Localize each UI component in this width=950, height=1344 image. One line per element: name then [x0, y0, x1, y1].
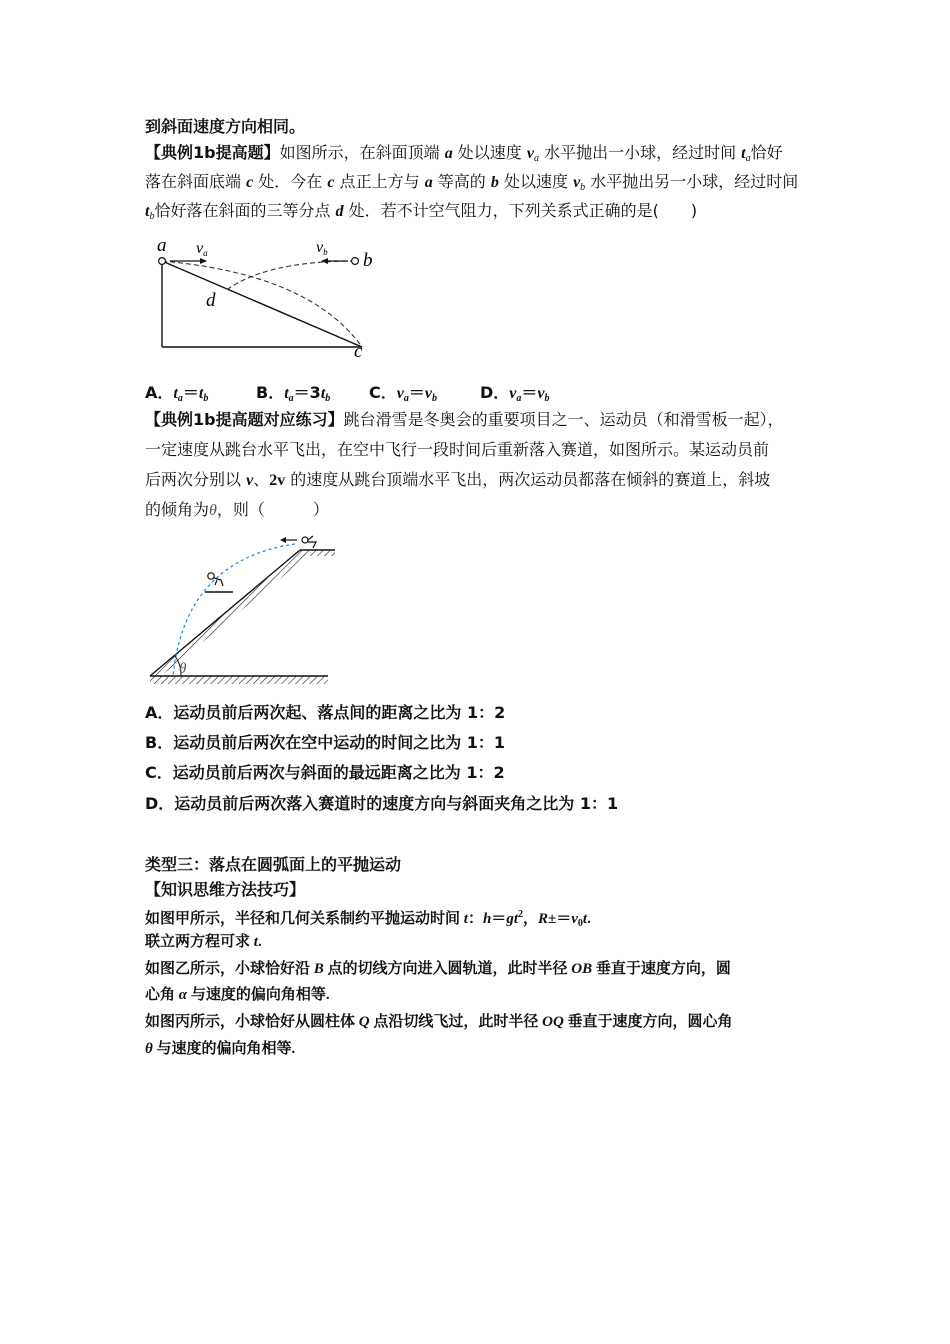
ex2-tag: 【典例1b提高题对应练习】: [145, 410, 344, 429]
ex2-option-b[interactable]: B．运动员前后两次在空中运动的时间之比为 1：1: [145, 733, 506, 752]
ex2-option-d[interactable]: D．运动员前后两次落入赛道时的速度方向与斜面夹角之比为 1：1: [145, 794, 619, 813]
ex2-line-2: 一定速度从跳台水平飞出，在空中飞行一段时间后重新落入赛道，如图所示。某运动员前: [145, 440, 770, 459]
label-b: b: [363, 250, 373, 271]
label-d: d: [206, 290, 216, 311]
ex2-line-1: 【典例1b提高题对应练习】跳台滑雪是冬奥会的重要项目之一、运动员（和滑雪板一起），: [145, 410, 784, 429]
label-a: a: [157, 235, 167, 256]
section3-para-4a: 如图丙所示，小球恰好从圆柱体 Q 点沿切线飞过，此时半径 OQ 垂直于速度方向，圆心角: [145, 1014, 733, 1030]
label-vb: vb: [316, 239, 328, 257]
arrow-left-icon: [280, 537, 297, 543]
skier-icon: [302, 536, 316, 548]
label-theta: θ: [179, 661, 187, 677]
section3-title: 类型三：落点在圆弧面上的平抛运动: [145, 855, 402, 874]
incline-figure: [150, 236, 390, 361]
ex2-line-3: 后两次分别以 v、2v 的速度从跳台顶端水平飞出，两次运动员都落在倾斜的赛道上，斜坡: [145, 470, 771, 489]
intro-tail: 到斜面速度方向相同。: [145, 119, 306, 136]
ski-slope-figure: [145, 530, 345, 690]
section3-para-2: 联立两方程可求 t.: [145, 934, 262, 950]
section3-para-4b: θ 与速度的偏向角相等.: [145, 1041, 296, 1057]
skier-midair-icon: [205, 573, 233, 592]
ex1-line-3: $t_b$恰好落在斜面的三等分点 d 处．若不计空气阻力，下列关系式正确的是( ): [145, 201, 698, 222]
ex1-option-d[interactable]: D．$v_a=v_b$: [480, 383, 550, 404]
label-c: c: [354, 341, 363, 362]
ex1-option-b[interactable]: B．$t_a=3t_b$: [256, 383, 331, 404]
ball-a: [159, 258, 166, 265]
ex1-line-1: 【典例1b提高题】如图所示，在斜面顶端 a 处以速度 $v_a$ 水平抛出一小球，经过时间 $t_a$恰好: [145, 143, 783, 164]
ex1-line-2: 落在斜面底端 c 处．今在 c 点正上方与 a 等高的 b 处以速度 $v_b$ 水平抛出另一小球，经过时间: [145, 172, 799, 193]
section3-para-3b: 心角 α 与速度的偏向角相等.: [145, 987, 330, 1003]
ex2-option-a[interactable]: A．运动员前后两次起、落点间的距离之比为 1：2: [145, 703, 506, 722]
section3-para-3a: 如图乙所示，小球恰好沿 B 点的切线方向进入圆轨道，此时半径 OB 垂直于速度方向，圆: [145, 961, 731, 977]
label-va: va: [196, 240, 208, 258]
ex2-option-c[interactable]: C．运动员前后两次与斜面的最远距离之比为 1：2: [145, 763, 505, 782]
ex1-option-a[interactable]: A．$t_a=t_b$: [145, 383, 209, 404]
ball-b: [352, 258, 359, 265]
section3-para-1: 如图甲所示，半径和几何关系制约平抛运动时间 t：$h=gt^2$，$R\pm=v_0t$.: [145, 909, 591, 929]
ex2-line-4: 的倾角为θ，则（ ）: [145, 500, 329, 519]
ex1-option-c[interactable]: C．$v_a=v_b$: [369, 383, 437, 404]
section3-subtitle: 【知识思维方法技巧】: [145, 880, 306, 899]
ex1-tag: 【典例1b提高题】: [145, 143, 280, 162]
